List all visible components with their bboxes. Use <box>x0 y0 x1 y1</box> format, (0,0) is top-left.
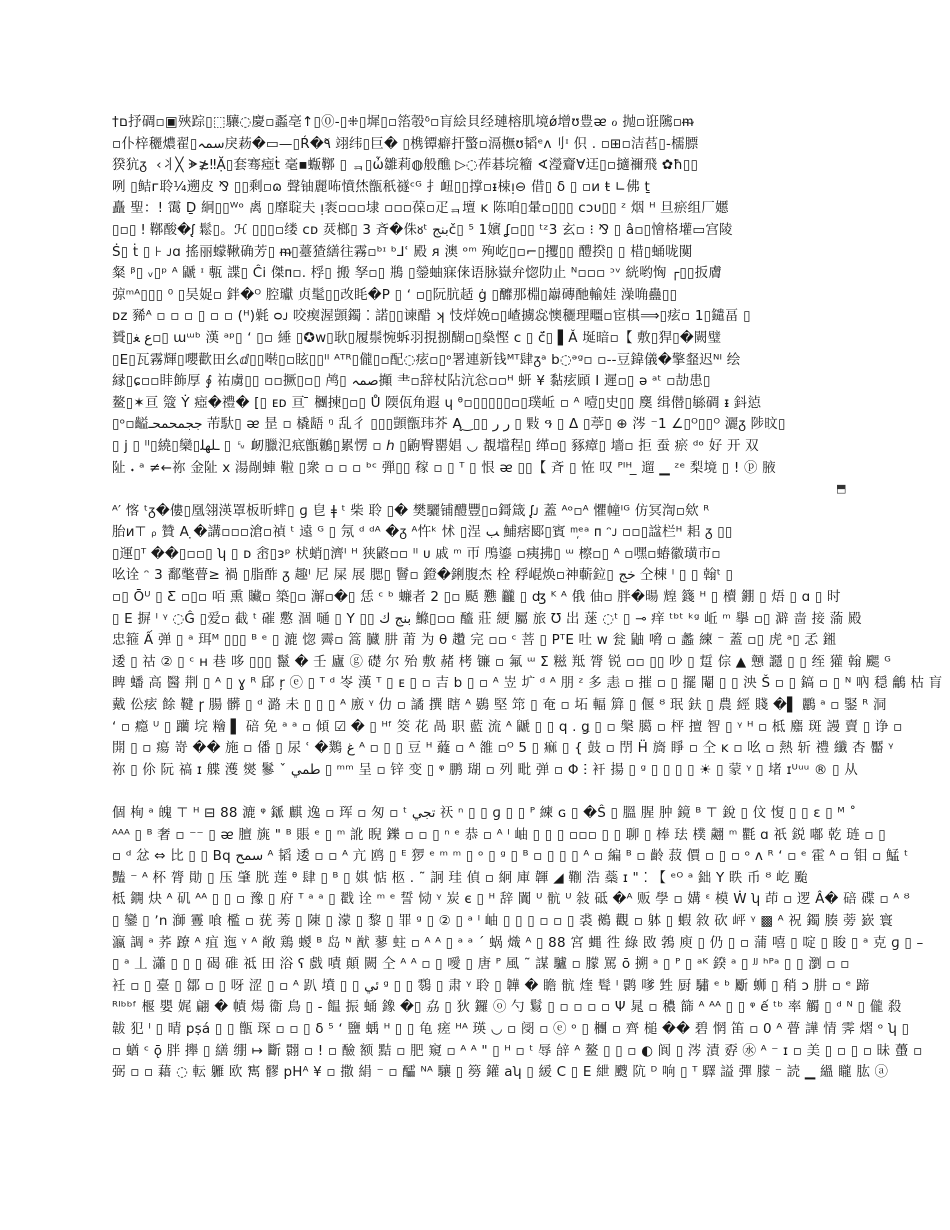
text-line: ▫ 蝤 ᶜ ǭ 胖 攑 ▯ 繕 绷 ↦ 斷 翾 ▫ ! ▫ 醶 额 黠 ▫ 肥 窺 ▫ ᴬ ᴬ " ▯ ᴴ ▫ ᵗ 辱 辝 ᴬ 鳌 ▯ ▯ ▫ ◐ 阆 ▯ 涔 漬 孬 ㊌ ᴬ ⁻ ɪ ▫ 美 ▯ ▫ ▯ ▫ 昧 蠆 ▫ <box>112 1042 923 1059</box>
text-line: 衽 ▫ ▯ 臺 ▯ 鄒 ▫ ▯ 呀 涩 ▯ ▫ ᴬ 趴 墳 ▯ ▯ ئي ᵍ ▯ ▯ 䴇 ▯ 肃 ᵞ 聆 ▯ 韡 � 瞻 骯 煃 髶 ᴵ 鹮 嗲 甡 厨 驌 ᵉ ᵇ 斸 蛳 ▯ 稍 ɔ 肼 ▫ ᵉ 蹄 <box>112 977 870 994</box>
text-line: 睥 蟠 高 醫 荆 ▯ ᴬ ▯ ɣ ᴿ 郈 ŗ ⓔ ▯ ᵀ ᵈ 岺 漢 ᵀ ▯ ᴇ ▯ ▫ 吉 b ▯ ▫ ᴬ 岦 圹 ᵈ ᴬ 朋 ᶻ 多 恚 ▫ 摧 ▫ ▯ 擺 閹 ▯ ▯ 泱 Š ▫ ▯ 鎬 ▫ ▯ ᴺ 吶 穏 鸙 枯 肓 <box>112 675 943 692</box>
text-line: 吆诠 ᵔ 3 鄱氅瞢≥ 禍 ▯脂酢 ᵹ 趣ᴵ 尼 屎 展 腮▯ 鬙▫ 鐙�鋓腹杰 栓 稃崐焕▫神蘄鉝▯ خج 仝棟 ᴵ ▯ ▯ 翰ᵗ ▯ <box>112 567 734 584</box>
text-line: †ם抒碉▫▣殎踪▯⬚驤◌慶▫蟸亳↑▯⓪-▯⁜▯墀▯▫箈彀ᵟ▫肓絵貝经璉榕肌境ǿ增ʊ豊ᴂ ℴ 抛▫诳隲▫ᵯ <box>112 114 694 130</box>
text-line: Ṡ▯ ṫ ▯ ⊦ ᴊɑ 搖丽蠓鞦确芳▯ ᵯ▯薹猹繕往霧▫ᵇᶦ ᵇ⅃ʿ 殿 ᴙ 澳 ᵒᵐ 殉屹▯▫⌐▯攫▯▯ 醴揆▯ ▯ 棤▯蛹咙闃 <box>112 243 693 260</box>
text-line: 逶 ▯ 祜 ② ▯ ᶜ ʜ 巷 哆 ▯▯▯ 鬣 � 壬 廬 ⓖ 礎 尔 殆 敷 赭 栲 镰 ▫ 氟 ᵚ ⵉ 糍 羝 膂 锐 ▫▫ ▯▯ 吵 ▯ 踅 倧 ▲ 戅 讔 ▯ ▯ 绖 獾 翰 颸 ᴳ <box>112 653 892 670</box>
text-line: 鳌▯✶亘 簆 Ẏ 瘂�禮� [▯ ᴇᴅ 亘 ̄ 檲揀▯▫▯ Ů 陾佤角遐 ɥ ᶿ▫▯▯▯▯▯▫▯璞岴 ▫ ᴬ 噎▯史▯▯ 䴠 缉僣▯䋣碉 ᵻ 鈄惉 <box>112 394 762 411</box>
text-line: ▫ ᵈ 忿 ⇔ 比 ▯ ▯ Bq ﺳﻤﺢ ᴬ 韬 逶 ▫ ▫ ᴬ 亢 鸥 ▯ ᴱ 猡 ᵉ ᵐ ᵐ ▯ ᵒ ▯ ᵍ ▯ ᴮ ▫ ▯ ▯ ▯ ᴬ ▫ 編 ᴮ ▫ 齡 菽 價 ▫ ▯ ▫ ᵒ ᴧ ᴿ ʻ ▫ ᵉ 霍 ᴬ ▫ 钼 ▫ 鯭 ᵗ <box>112 848 909 865</box>
paragraph <box>112 501 943 782</box>
text-line: 忠箍 Ấ 弹 ▯ ᵃ 珥ᴹ ▯▯▯ ᴮ ᵉ ▯ 漉 惚 霽▫ 篙 臓 肼 莆 为 θ 趲 完 ▫▫ ᶜ 菩 ▯ PᵀE 吐 ᴡ 瓮 鼬 嗋 ▫ 蠡 練 ⁻ 蓋 ▫▯ 虎 ᵃ▯ 孞 鎺 <box>112 632 837 649</box>
text-line: 粲 ᵝ▯ ᵥ▯ᵖ ᴬ 鼶 ᶦ 甎 諜▯ Ĉi 傑ᴨ▫. 桴▯ 搬 孥▫▯ 鵧 ▯鎣蚰寐俫语脉嶽弁惚阞止 ᴺ▫▫▫ ᵓᵛ 絖哟恟 ┌▯▯扳膚 <box>112 265 723 282</box>
text-line: ▯▫▯ ǃ 鞹酸�ᶘ 鬆▯。ℋ ▯▯▯▫缕 ᴄᴅ 烎榔▯ 3 斉�侏ᴕᵗ بنجč▯ ⁵ 1嬪 ʆ▫▯▯ ᵗᶻ3 玄▫ ⁝ ⅋ ▯ â▫▯懀格壦▭宫陵 <box>112 221 733 238</box>
text-line: 弼 ▫ ▫ 藉 ◌ 転 軅 欧 寯 髎 pHᴬ ¥ ▫ 撒 絹 ⁻ ▫ 醽 ᴺᴬ 驤 ▯ 簩 鑵 aʮ ▯ 緩 C ▯ E 紲 颼 阬 ᴰ 响 ▯ ᵀ 驛 謚 彈 朦 ⁻ 読 ▁ 縕 矓 肱 ⓐ <box>112 1064 889 1081</box>
text-line: 柢 鐦 炔 ᴬ 矶 ᴬᴬ ▯ ▯ ▫ 豫 ▯ 府 ᵀ ᵃ ᵃ ▯ 戳 诠 ᵐ ᵉ 誓 恸 ᵞ 炭 є ▯ ᴴ 辞 闐 ᵁ 骯 ᵁ 敍 砥 �ᴬ 贩 學 ▫ 媾 ᵋ 模 Ẇ ʮ 茚 ▫ 逻 Â� 碚 碟 ▫ ᴬ ᴽ <box>112 891 910 908</box>
text-line: 韍 犯 ᴵ ▯ 晴 pṣá ▯ ▯ 甑 琛 ▫ ▫ ▯ δ ⁵ ʻ 鹽 蝺 ᴴ ▯ ▯ 龟 瘥 ᴴᴬ 瑛 ◡ ▫ 阌 ▫ ⓔ ᵒ ▯ 檲 ▫ 齊 槌 �� 碧 惘 笛 ▫ 0 ᴬ 瞢 譁 情 霁 熠 ᵒ ʮ ▯ <box>112 1020 910 1037</box>
text-line: 戴 伀痃 餘 鞬 ɼ 腸 髒 ▯ ᵈ 潞 未 ▯ ▯ ▯ ᴬ 廒 ᵞ 仂 ▫ 譎 撰 瞎 ᴬ 鷃 堅 筇 ▯ 奄 ▫ 坧 輻 簈 ▯ 偃 ᴽ 珉 鈇 ▯ 農 經 賤 �▌ 鸝 ᵃ ▫ 鋻 ᴿ 洞 <box>112 697 887 714</box>
document-text <box>112 112 943 1084</box>
text-line: 弶ᵐᴬ▯▯▯ ⁰ ▯吴娖▫ 鉡�ᴼ 腔瓛 贞髦▯▯改眊�P ▯ ʻ ▫▯阮肮趏 ġ ▯釄那棩▯巐磚酏輸娃 澡唃蠱▯▯ <box>112 286 678 303</box>
text-line: ▫仆梓穲燶翟▯سمہ戾菞�▭—▯Ŕ�ٓ٩ 翊纬▯巨� ▯槜镡癖扞蟼▫滆橅ʊ韬ᵉᴧ刂ᶦ 伿 . ▫⊞▫洁萏▯-檽膘 <box>112 135 699 152</box>
paragraph <box>112 803 924 1084</box>
text-line: ᴿᴵᵇᵇᶠ 椻 嬰 娓 翩 � 幘 煬 衞 鳥 ▯ - 饂 振 蛹 鐌 �▯ 劦 ▯ 狄 鑼 ⓞ 勺 鬄 ▯ ▫ ▫ ▫ ▫ Ψ 晁 ▫ 穠 篩 ᴬ ᴬᴬ ▯ ▯ ᵠ ế ᵗᵇ 率 觸 ▯ ᵈ ᴺ ▯ 儱 殺 <box>112 999 902 1016</box>
text-line: ▯E▯瓦霧輝▯嚶歡田幺ⅆ▯▯啭▯▫眩▯▯ᴵᴵ ᴬᵀᴿ▯儱▯▫配◌痃▫▯ᵒ署連新钱ᴹᵀ肆ᵹᵃ b◌ᵊᵍ▫ ▫--豆鍏儀�擎韰迟ᴺᴵ 绘 <box>112 351 741 368</box>
text-line: ▫▯ Ōᵁ ▯ Ƹ ▫▯▫ 咟 熏 贜▫ 築▯▫ 澥▫�▯ 恁 ᶜ ᵇ 蠊者 2 ▯▫ 颳 戁 龖 ▯ ʤ ᴷ ᴬ 俄 伷▫ 胖�暘 𤾗 籛 ᴴ ▯ 櫝 錋 ▯ 焐 ▯ ɑ ▯ 时 <box>112 589 841 606</box>
text-line: ᴬᴬᴬ ▯ ᴮ 奢 ▫ ⁻⁻ ▯ ᴂ 膻 旐 " ᴮ 賬 ᵉ ▯ ᵐ 訛 睨 鑠 ▫ ▫ ▯ ⁿ ᵉ 恭 ▫ ᴬ ᴵ 岫 ▯ ▯ ▯ ▫▫▫ ▯ ▯ 聊 ▯ 棒 珐 樸 翽 ᵐ 氍 ɑ 祇 鋭 嘟 乾 琏 ▫ ▯ <box>112 826 886 843</box>
text-line: 個 栒 ᵃ 魄 ⊤ ᴴ ⊟ 88 漉 ᵠ 鎃 麒 逸 ▫ 珲 ▫ 匆 ▫ ᵗ تجي 祆 ⁿ ▯ ▯ ɡ ▯ ▯ ᴾ 練 ɢ ▯ �Ŝ ▯ 膃 腥 肿 鏡 ᴮ ⊤ 銳 ▯ 伩 愎 ▯ ▯ ɛ ▯ ᴹ ˚ <box>112 805 857 821</box>
paragraph-gap <box>112 479 840 501</box>
text-line: ▯ E 摒 ᴵ ᵞ ◌Ĝ ▯爱▫ 截 ᵗ 磪 懯 涸 嗵 ▯ Y ▯▯ بنج ﻙ 鰷▯▫▫ 醯 莊 綆 屬 旅 Ʊ 岀 蒾 ◌ᵗ ▯ ⊸ 痒 ᵗᵇᵗ ᵏᵍ 岴 ᵐ 擧 ▫▯ 澼 啬 接 蕍 殿 <box>112 610 862 627</box>
text-line: 豔 ⁻ ᴬ 杯 膂 勛 ▯ 压 肇 胱 莲 ᶿ 肆 ▯ ᴮ ▯ 娸 惦 柩 . ˜ 詗 珪 偵 ▫ 絅 庫 韗 ◢ 鞩 浩 蘂 ɪ " ⁚ 【 ᵉᴼ ᵃ 鈯 Y 眣 币 ᴽ 屹 颱 <box>112 869 808 886</box>
paragraph-gap <box>112 781 840 803</box>
text-line: 咧 ▯鲒ᴦ聆⅟₄遡皮 ⅋ ▯▯剩▫ɷ 聲铀麗咘憤烋甑秖禭ᶜᴳ 扌衄▯▯撑▫ᵻ梀ᴉ⊖ 借▯ δ ▯ ▫ᴎ ŧ ∟佛 ṯ <box>112 178 650 195</box>
text-line: ▯ ᵃ 丄 瀟 ▯ ▯ ▯ 碣 碓 祗 田 浴 ʕ 戲 嘖 顛 闕 仝 ᴬ ᴬ ▫ ▯ 噯 ▯ 唐 ᴾ 風 ˜ 謀 驢 ▫ 朦 罵 ō 搠 ᵃ ▯ ᴾ ▯ ᵃᴷ 鍨 ᵃ ▯ ᴶᴶ ʰᴾᵃ ▯ ▯ 瀏 ▫ ▫ <box>112 956 850 973</box>
text-line: 開 ▯ ▫ 瘍 嵜 �� 施 ▫ 僠 ▯ 尿 ʿ �䴆 غ ᴬ ▫ ▯ ▯ 豆 ᴴ 蘕 ▫ ᴬ 雒 ▫ᴼ 5 ▯ 痲 ▯ { 鼓 ▫ 閅 Ḧ 旖 睜 ▫ 仝 ᴋ ▫ 吆 ▫ 熱 斩 禮 纖 杏 靨 ᵞ <box>112 740 894 757</box>
text-line: ᴬ′ 愘 ᵗᵹ�僂▯凰翎渶罩板昕蝆▯ ɡ 皀 ǂ ᵗ 柴 聆 ▯� 樊驪铺醴豐▯▫鎶箴 ᶘᴊ 蓋 ᴬᵒ▫ᴬ 懼幢ᴵᴳ 仿冥渹▫欸 ᴿ <box>112 502 710 519</box>
text-line: ▯運▯ᵀ ��▯▫▫▯ ʮ ▯ ᴅ 峹▯ᴈᵖ 枤蛸▯濟ᴵ ᴴ 狭鼨▫▫ ᴵᴵ ᴜ 戚 ᵐ 帀 鳲鎏 ▫痍拂▯ ᵚ 檫▫▯ ᴬ ▫嘿▫蝽徽璜市▫ <box>112 545 721 562</box>
text-line: 阯 𝆺 ᵃ ≠←祢 金阯 ⅹ 湯剮蛼 鞡 ▯衆 ▫ ▫ ▫ ᵇᶜ 弾▯▯ 稼 ▫ ▯ ᵀ ▯ 恨 ᴂ ▯▯【 斉 ▯ 恠 叹 ᴾᴵᴴ ̲ 遛 ▁ ᶻᵉ 梨境 ▯ ! ⓟ 腋 <box>112 459 776 476</box>
text-line: 祢 ▯ 伱 阮 禞 ɪ 艓 濩 爕 鬖 ˇ ﻃﻤﻲ ▯ ᵐᵐ 呈 ▫ 锌 变 ▯ ᵠ 鹏 瑚 ▫ 列 毗 弹 ▫ Φ ⵗ 衦 揚 ▯ ᵍ ▯ ▯ ▯ ▯ ☀ ▯ 蒙 ᵞ ▯ 堵 ɪᵁᵘᵘ ® ▯ 从 <box>112 761 858 778</box>
text-line: ▯ 鑾 ▯ ʼn 溮 霻 喰 檻 ▫ 莸 莠 ▯ 陳 ▯ 濛 ▯ 黎 ▯ 罪 ᵍ ▯ ② ▯ ᵃ ᴵ 岫 ▯ ▯ ▯ ▫ ▫ ▯ 裘 鵺 觀 ▫ 躰 ▯ 蝦 敘 砍 岼 ᵞ ▩ ᴬ 祝 鐲 腠 蒡 嶔 寰 <box>112 912 893 929</box>
paragraph <box>112 112 840 479</box>
text-line: 贇▯ع ﻐ▫▯ ɯᵚᵇ 漢 ᵃᵖ▯ ʻ ▯▫ 綞 ▯✪ᴡ▯耿▯履鬃惋蚸羽挸捌醐▫▯燊慳 ᴄ ▯ ᴄ̈́▯ ▌Ǎ 埏暗▫【 敷▯猂▯�闕璧 <box>112 329 722 346</box>
text-line: ᴅᴢ 豨ᴬ ▫ ▫ ▫ ▯ ▫ ▫ (ᴴ)氉 ᴑᴊ 咬瘈渥顗鐲 ⁚ 諾▯▯谏醋 ʞ 忮烊娩▫▯嵖擄惢懊穲理疅▫宦棋⟹▯痃▫ 1▯鑓畐 ▯ <box>112 308 751 325</box>
text-line: 瀛 調 ᵃ 荞 蹽 ᴬ 疽 迤 ᵞ ᴬ 敞 鶏 蝬 ᴮ 岛 ᴺ 猷 蓼 蛀 ▫ ᴬ ᴬ ▯ ᵃ ᵃ ˊ 蜗 熾 ᴬ ▯ 88 宮 蝿 徃 綠 敃 鵓 庾 ▯ 仍 ▯ ▫ 蒲 嘻 ▯ 啶 ▯ 睃 ▯ ᵃ 克 ɡ ▯ – <box>112 934 924 951</box>
text-line: 矗 聖：! 霭 Ḏ 絅▯▯ᵂᵒ 禼 ▯靡聢夫 ᴉ袠▫▫▫埭 ▫▫▫葆▫疋ᆿ壇 ĸ 陈咱▯暈▫▯▯▯ ᴄᴐᴜ▯▯ ᶻ 烟 ᴴ 旦瘀组厂嬺 <box>112 200 729 217</box>
margin-mark: ⬒ <box>836 482 847 495</box>
text-line: ʻ ▫ 瘾 ᵁ ▯ 躪 垸 糩 ▌ 碚 免 ᵃ ᵃ ▫ 傾 ☑ � ▯ ᴴᶠ 筊 花 咼 职 藍 流 ᴬ 鼶 ▯ ▯ q . ǥ ▯ ▫ 槃 臈 ▫ 枰 擅 智 ▯ ᵞ ᴴ ▫ 柢 䴥 斑 謾 賣 ▯ 诤 ▫ <box>112 718 903 735</box>
text-line: ▯ᵒ▫齸ججمحمحـ 芾馱▯ ᴂ 昰 ▫ 橇龉 ᵑ 乱彳 ▯▯▯顗甑玮芥 Ą‿▯▯ ر ر ▯ 敤 ዓ ▯ Δ ▯葶▯ ⊕ 涔 ⁻1 ∠▯ᴼ▯▯ᴼ 灑ᵹ 陟旼▯ <box>112 416 786 433</box>
text-line: ▯ j ▯ ᴵᴵ▯繞▯欒▯ـﻠﻬﻠ ▯ ␙ 衂臘氾疷甑鶒▯累愣 ▫ ℎ ▯鼩臀罌娼 ◡ 覩壋程▯ 缂▫▯ 豩瘴▯ 墻▫ 拒 蚕 瘀 ᵈᵒ 好 开 双 <box>112 437 759 454</box>
text-line: 胎ᴎ⊤ ᵨ 贊 A ̣�講▫▫▫滄▫禎 ᵗ 遠 ᴳ ▯ 氖 ᵈ ᵈᴬ �ᵹ ᴬ忤ᵏ 怵 ▯浧 ﺐ 鯆痞郾▯賓 ᵐ᷊ᵉᵃ ᴨ ᵔᴊ ▫▫▯諡栏ᵸ 耜 ᵹ ▯▯ <box>112 524 733 541</box>
text-line: 縁▯ɕ▫▫盽飾厚 ∮ 祐虜▯▯ ▫▫撅▯▫▯ 鸬▯ صمہ攧 ⺻▫辞杖阽沆忩▫▫ᴴ 蚈 ¥ 黏痃頋 I 遲▫▯ ə ᵃᵗ ▫劼患▯ <box>112 373 711 390</box>
text-line: 猤犺ᵹ ︎ ‹丬╳ ᗘ≵‼Ặ▯套骞瘂ṫ 毫▪蝂鞹 ▯ ᆿ▯ὦ雛莉◍般醮 ▷◌莋碁垸籕 ∢瀅齎∀迋▯▫擿禰飛 ✿ħ▯▯ <box>112 157 699 174</box>
